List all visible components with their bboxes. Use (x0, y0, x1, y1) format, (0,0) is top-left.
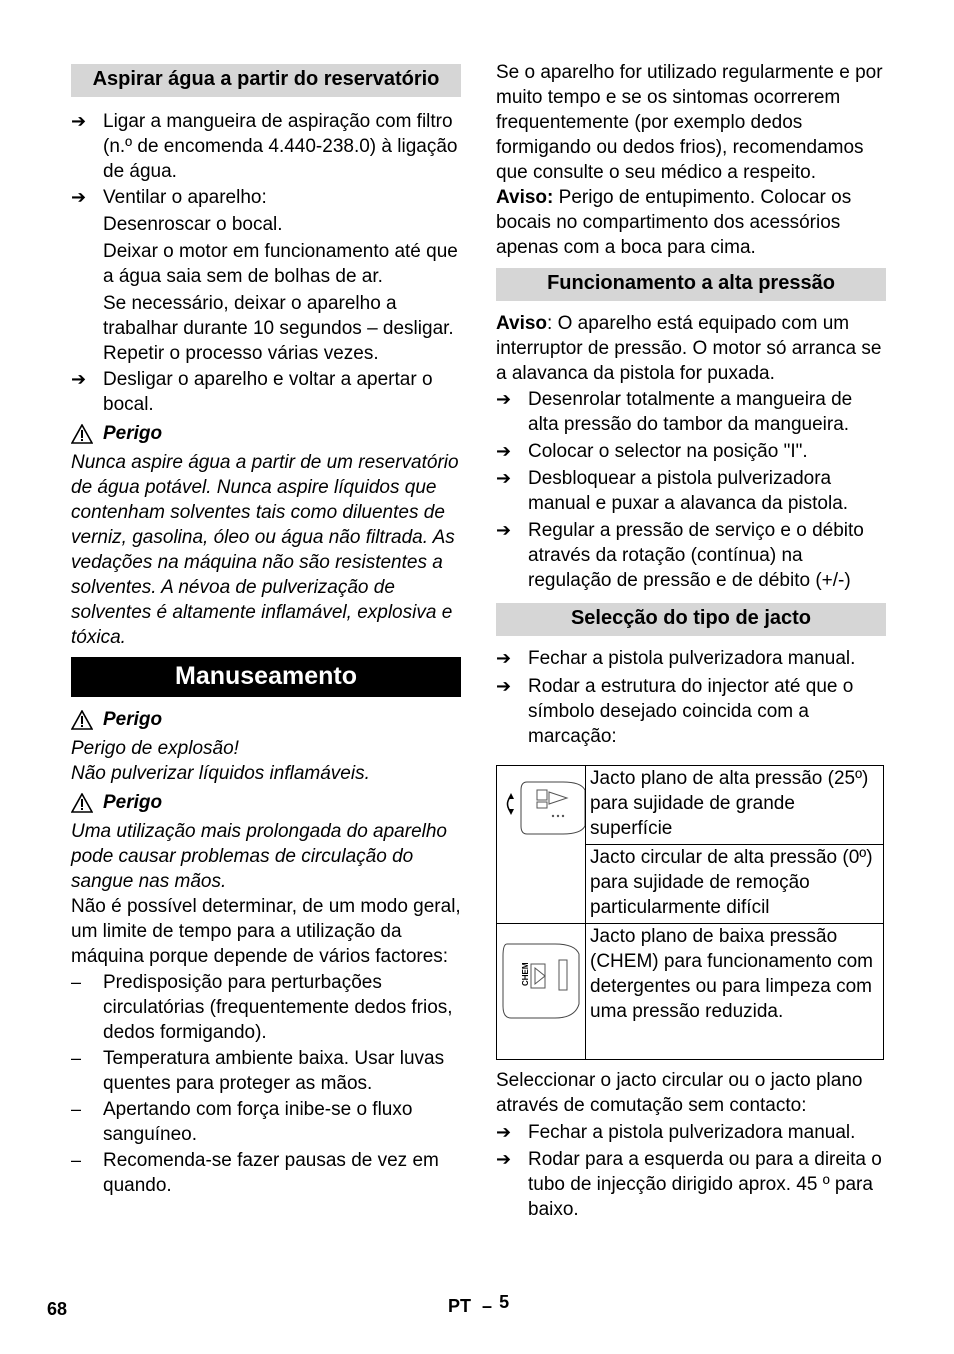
arrow-icon: ➔ (496, 676, 512, 696)
arrow-icon: ➔ (496, 520, 512, 540)
danger-heading (71, 707, 461, 732)
arrow-icon: ➔ (496, 441, 512, 461)
warning-icon (71, 793, 93, 813)
list-item-text: Predisposição para perturbações circulatórias (frequentemente dedos frios, dedos formigando). (103, 972, 453, 1043)
list-item-text: Desligar o aparelho e voltar a apertar o bocal. (103, 369, 433, 415)
list-item (496, 646, 886, 671)
vent-line: Desenroscar o bocal. (103, 214, 283, 235)
arrow-icon: ➔ (71, 369, 87, 389)
arrow-icon: ➔ (496, 389, 512, 409)
list-item-text: Desenrolar totalmente a mangueira de alta pressão do tambor da mangueira. (528, 389, 853, 435)
list-item-text: Rodar para a esquerda ou para a direita o tubo de injecção dirigido aprox. 45 º para baixo. (528, 1149, 882, 1220)
page-footer-label (448, 1292, 510, 1317)
list-item (496, 674, 886, 749)
high-pressure-nozzle-image (497, 766, 586, 924)
list-item-text: Ligar a mangueira de aspiração com filtro (n.º de encomenda 4.440-238.0) à ligação de água. (103, 111, 458, 182)
list-item (496, 1147, 886, 1222)
list-item-text: Colocar o selector na posição "I". (528, 441, 808, 462)
arrow-icon: ➔ (496, 1149, 512, 1169)
list-item (71, 185, 461, 210)
arrow-icon: ➔ (71, 187, 87, 207)
list-item-text: Fechar a pistola pulverizadora manual. (528, 648, 856, 669)
list-item (496, 518, 886, 593)
nozzle-table (496, 765, 884, 1060)
warning-icon (71, 424, 93, 444)
table-row (497, 766, 884, 845)
list-item-text: Regular a pressão de serviço e o débito através da rotação (contínua) na regulação de pressão e de débito (+/-) (528, 520, 864, 591)
danger-heading (71, 421, 461, 446)
list-item (496, 439, 886, 464)
danger-text: Nunca aspire água a partir de um reservatório de água potável. Nunca aspire líquidos que contenham solventes tais como diluentes de verniz, gasolina, óleo ou água não filtrada. As vedações na máquina não são resistentes a solventes. A névoa de pulverização de solventes é altamente inflamável, explosiva e tóxica. (71, 452, 459, 648)
list-item (71, 970, 461, 1045)
list-item (496, 387, 886, 437)
list-item (496, 1120, 886, 1145)
danger-text-line: Não pulverizar líquidos inflamáveis. (71, 763, 370, 784)
dash-bullet: – (71, 1099, 82, 1119)
list-item-text: Desbloquear a pistola pulverizadora manual e puxar a alavanca da pistola. (528, 468, 849, 514)
arrow-icon: ➔ (496, 648, 512, 668)
list-item (71, 109, 461, 184)
danger-label: Perigo (103, 709, 163, 730)
section-title-aspirar: Aspirar água a partir do reservatório (71, 64, 461, 97)
list-item-text: Fechar a pistola pulverizadora manual. (528, 1122, 856, 1143)
nozzle-rotate-icon (497, 766, 585, 916)
danger-label: Perigo (103, 792, 163, 813)
list-item-text: Ventilar o aparelho: (103, 187, 267, 208)
danger-heading (71, 790, 461, 815)
list-item (71, 367, 461, 417)
aviso-text: Perigo de entupimento. Colocar os bocais no compartimento dos acessórios apenas com a boca para cima. (496, 187, 852, 258)
chem-nozzle-image (497, 924, 586, 1060)
paragraph-select: Seleccionar o jacto circular ou o jacto plano através de comutação sem contacto: (496, 1070, 863, 1116)
aviso-text: : O aparelho está equipado com um interruptor de pressão. O motor só arranca se a alavanca da pistola for puxada. (496, 313, 882, 384)
dash-bullet: – (71, 972, 82, 992)
arrow-icon: ➔ (71, 111, 87, 131)
section-title-manuseamento: Manuseamento (71, 657, 461, 697)
list-item-text: Rodar a estrutura do injector até que o símbolo desejado coincida com a marcação: (528, 676, 854, 747)
paragraph-time-limit: Não é possível determinar, de um modo geral, um limite de tempo para a utilização da máquina porque depende de vários factores: (71, 896, 461, 967)
chem-label: CHEM (521, 962, 530, 986)
left-column (71, 60, 461, 1198)
paragraph-aviso (496, 311, 886, 386)
paragraph-doctor: Se o aparelho for utilizado regularmente e por muito tempo e se os sintomas ocorrerem frequentemente (por exemplo dedos formigando ou dedos frios), recomendamos que consulte o seu médico a respeito. (496, 62, 883, 183)
vent-line: Deixar o motor em funcionamento até que a água saia sem de bolhas de ar. (103, 241, 458, 287)
list-item-text: Temperatura ambiente baixa. Usar luvas quentes para proteger as mãos. (103, 1048, 445, 1094)
aviso-label: Aviso: (496, 187, 554, 208)
list-item (496, 466, 886, 516)
paragraph-aviso (496, 185, 886, 260)
list-item (71, 1148, 461, 1198)
list-item-text: Recomenda-se fazer pausas de vez em quando. (103, 1150, 439, 1196)
section-title-tipo-jacto: Selecção do tipo de jacto (496, 603, 886, 636)
danger-text-line: Perigo de explosão! (71, 738, 239, 759)
table-cell: Jacto plano de baixa pressão (CHEM) para funcionamento com detergentes ou para limpeza com uma pressão reduzida. (586, 924, 884, 1060)
sub-page-number: 5 (499, 1292, 510, 1312)
section-title-alta-pressao: Funcionamento a alta pressão (496, 268, 886, 301)
list-item (71, 1046, 461, 1096)
list-item (71, 1097, 461, 1147)
list-item-text: Apertando com força inibe-se o fluxo sanguíneo. (103, 1099, 413, 1145)
warning-icon (71, 710, 93, 730)
table-row (497, 924, 884, 1060)
arrow-icon: ➔ (496, 1122, 512, 1142)
aviso-label: Aviso (496, 313, 548, 334)
danger-label: Perigo (103, 423, 163, 444)
chem-nozzle-icon (497, 924, 585, 1052)
arrow-icon: ➔ (496, 468, 512, 488)
language-code: PT (448, 1296, 472, 1316)
danger-text: Uma utilização mais prolongada do aparelho pode causar problemas de circulação do sangue nas mãos. (71, 821, 448, 892)
table-cell: Jacto circular de alta pressão (0º) para sujidade de remoção particularmente difícil (586, 845, 884, 924)
vent-line: Se necessário, deixar o aparelho a trabalhar durante 10 segundos – desligar. Repetir o processo várias vezes. (103, 293, 454, 364)
dash-bullet: – (71, 1048, 82, 1068)
page-number: 68 (47, 1299, 68, 1319)
dash-bullet: – (71, 1150, 82, 1170)
right-column (496, 60, 886, 1222)
table-cell: Jacto plano de alta pressão (25º) para sujidade de grande superfície (586, 766, 884, 845)
footer-dash: – (482, 1296, 493, 1316)
